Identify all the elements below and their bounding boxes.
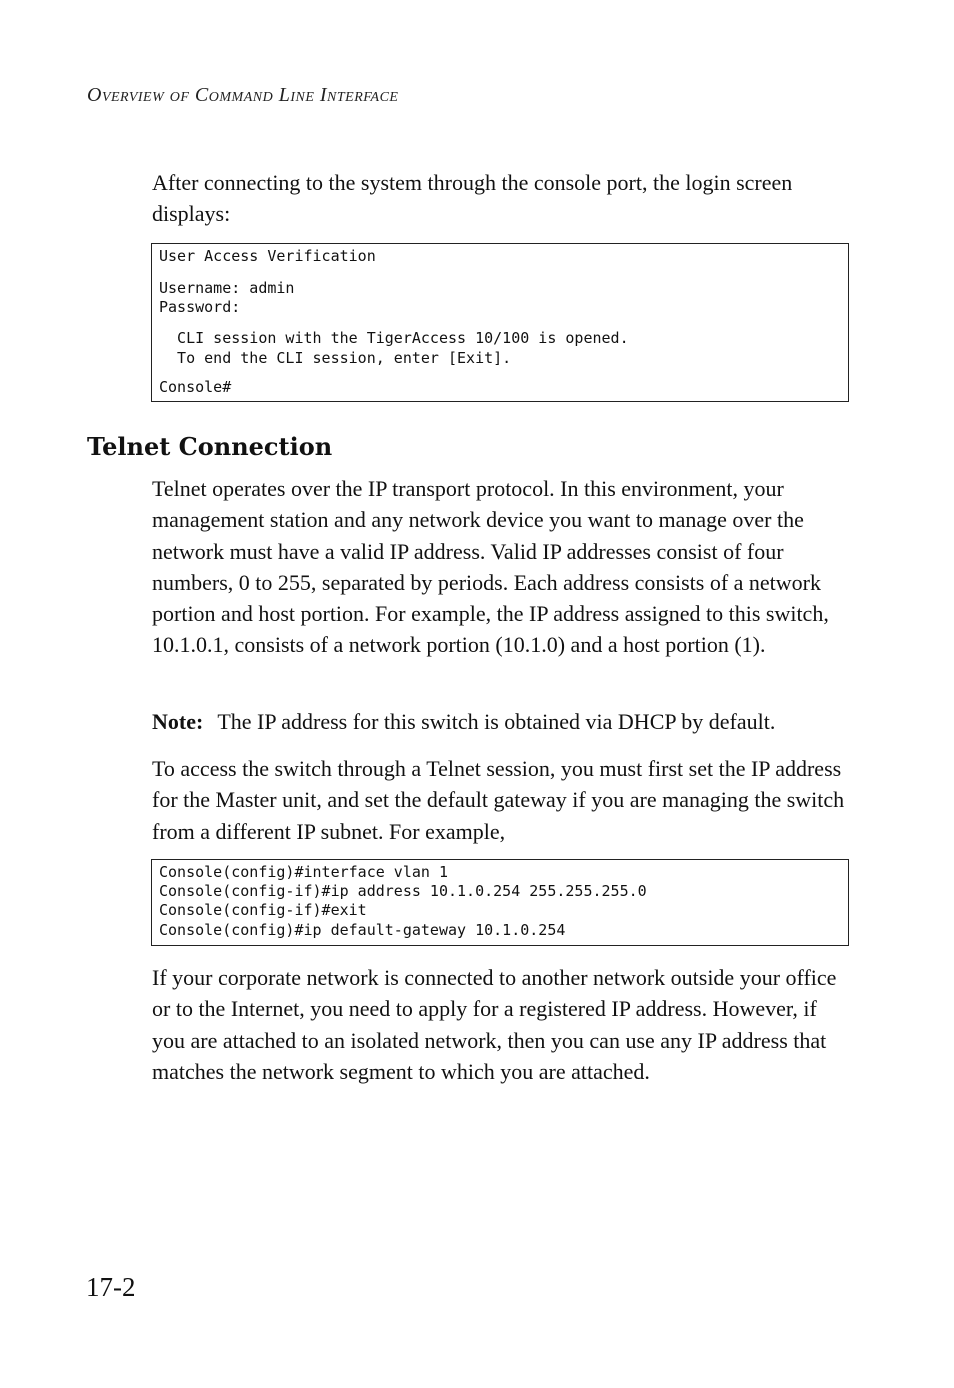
telnet-paragraph-2: To access the switch through a Telnet session, you must first set the IP address for the Master unit, and set the default gateway if you are managing the switch from a different IP subnet. For example, <box>152 756 845 844</box>
config-code-block <box>151 859 849 946</box>
code-line: Username: admin <box>159 279 295 297</box>
code-line: Password: <box>159 298 241 316</box>
code-line: Console(config)#interface vlan 1 <box>159 863 448 881</box>
note-text: The IP address for this switch is obtained via DHCP by default. <box>217 709 776 734</box>
code-line: Console(config-if)#ip address 10.1.0.254 255.255.255.0 <box>159 882 647 900</box>
login-code-block <box>151 243 849 402</box>
page-number: 17-2 <box>86 1272 136 1302</box>
code-line: Console# <box>159 378 232 396</box>
code-line: Console(config)#ip default-gateway 10.1.0.254 <box>159 921 566 939</box>
telnet-paragraph-3: If your corporate network is connected to another network outside your office or to the Internet, you need to apply for a registered IP address. However, if you are attached to an isolated network, then you can use any IP address that matches the network segment to which you are attached. <box>152 965 837 1084</box>
running-header: Overview of Command Line Interface <box>87 84 399 106</box>
intro-paragraph: After connecting to the system through the console port, the login screen displays: <box>152 170 793 227</box>
code-line: User Access Verification <box>159 247 376 265</box>
code-line: Console(config-if)#exit <box>159 901 367 919</box>
note <box>152 706 775 737</box>
code-line: CLI session with the TigerAccess 10/100 is opened. <box>159 329 629 347</box>
code-line: To end the CLI session, enter [Exit]. <box>159 349 512 367</box>
note-label: Note: <box>152 709 204 734</box>
section-heading: Telnet Connection <box>87 432 333 461</box>
telnet-paragraph-1: Telnet operates over the IP transport protocol. In this environment, your management station and any network device you want to manage over the network must have a valid IP address. Valid IP addresses consist of four numbers, 0 to 255, separated by periods. Each address consists of a network portion and host portion. For example, the IP address assigned to this switch, 10.1.0.1, consists of a network portion (10.1.0) and a host portion (1). <box>152 476 829 658</box>
